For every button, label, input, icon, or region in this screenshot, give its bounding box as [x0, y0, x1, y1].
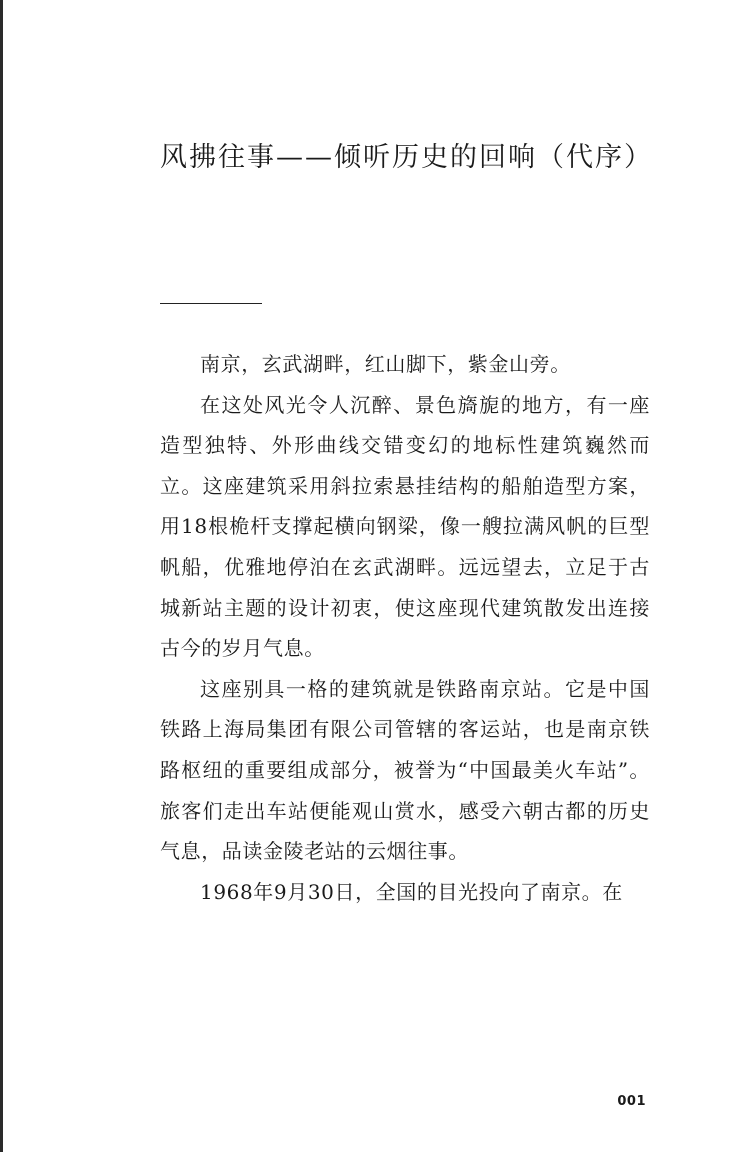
chapter-title: 风拂往事——倾听历史的回响（代序） — [160, 142, 653, 173]
body-text — [160, 344, 650, 912]
paragraph-2: 在这处风光令人沉醉、景色旖旎的地方，有一座造型独特、外形曲线交错变幻的地标性建筑巍然而立。这座建筑采用斜拉索悬挂结构的船舶造型方案，用18根桅杆支撑起横向钢梁，像一艘拉满风帆的巨型帆船，优雅地停泊在玄武湖畔。远远望去，立足于古城新站主题的设计初衷，使这座现代建筑散发出连接古今的岁月气息。 — [160, 392, 650, 661]
paragraph-3: 这座别具一格的建筑就是铁路南京站。它是中国铁路上海局集团有限公司管辖的客运站，也是南京铁路枢纽的重要组成部分，被誉为“中国最美火车站”。旅客们走出车站便能观山赏水，感受六朝古都的历史气息，品读金陵老站的云烟往事。 — [160, 676, 650, 864]
paragraph-4: 1968年9月30日，全国的目光投向了南京。在 — [200, 879, 623, 904]
title-divider — [160, 303, 262, 304]
paragraph-1: 南京，玄武湖畔，红山脚下，紫金山旁。 — [200, 352, 571, 376]
page-left-edge — [0, 0, 3, 1152]
page-number: 001 — [617, 1094, 646, 1109]
